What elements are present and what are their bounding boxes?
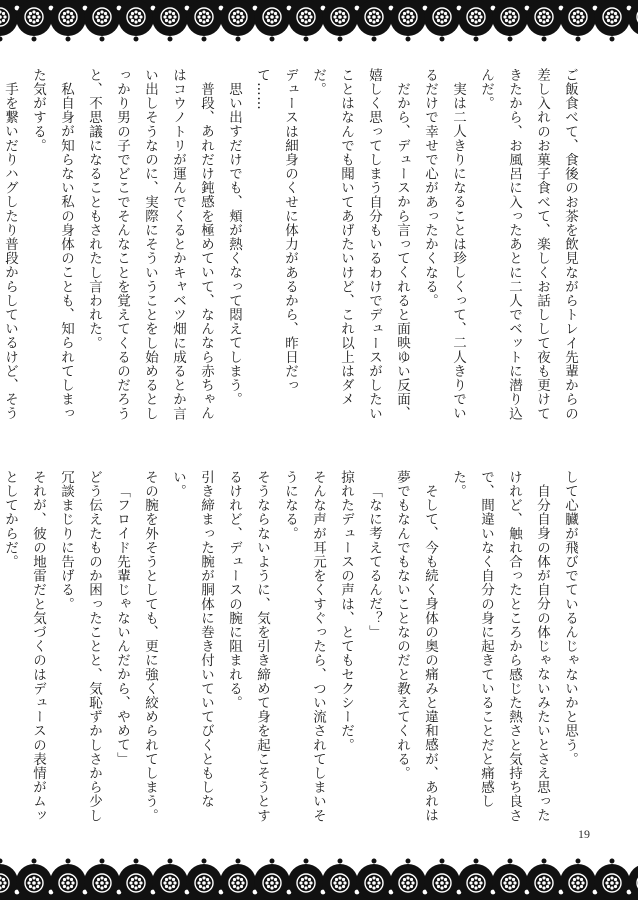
- paragraph: 実は二人きりになることは珍しくって、二人きりでいるだけで幸せで心があったかくなる。: [422, 68, 466, 420]
- paragraph: 掠れたデュースの声は、とてもセクシーだ。: [338, 470, 354, 752]
- paragraph: 普段、あれだけ鈍感を極めていて、なんなら赤ちゃんはコウノトリが運んでくるとかキャベツ畑に成るとか言い出しそうなのに、実際にそういうことをし始めるとしっかり男の子でどこでそんなことを覚えてくるのだろうと、不思議になることもされたし言われた。: [86, 68, 214, 421]
- paragraph: 「フロイド先輩じゃないんだから、やめて」: [114, 483, 130, 766]
- paragraph: 「なに考えてるんだ？」: [366, 483, 382, 639]
- paragraph: 手を繋いだりハグしたり普段からしているけど、そう: [2, 81, 18, 420]
- paragraph: 私自身が知らない私の身体のことも、知られてしまった気がする。: [30, 68, 74, 420]
- paragraph: それが、彼の地雷だと気づくのはデュースの表情がムッとしてからだ。: [2, 470, 46, 823]
- paragraph: して心臓が飛びでているんじゃないかと思う。: [562, 470, 578, 767]
- text-block-lower: [2, 470, 584, 830]
- page-number: 19: [578, 827, 590, 841]
- lace-border-bottom: [0, 854, 638, 900]
- lace-border-top: [0, 0, 638, 46]
- paragraph: そうならないように、気を引き締めて身を起こそうとするけれど、デュースの腕に阻まれる。: [226, 470, 270, 823]
- paragraph: ご飯食べて、食後のお茶を飲見ながらトレイ先輩からの差し入れのお菓子食べて、楽しくお話しして夜も更けてきたから、お風呂に入ったあとに二人でベットに潜り込んだ。: [478, 68, 578, 421]
- paragraph: 自分自身の体が自分の体じゃないみたいとさえ思ったけれど、触れ合ったところから感じた熱さと気持ち良さで、間違いなく自分の身に起きていることだと痛感した。: [450, 470, 550, 823]
- paragraph: 引き締まった腕が胴体に巻き付いていてびくともしない。: [170, 470, 214, 809]
- paragraph: デュースは細身のくせに体力があるから、昨日だって……: [254, 68, 298, 393]
- paragraph: 思い出すだけでも、頬が熱くなって悶えてしまう。: [226, 81, 242, 406]
- paragraph: そんな声が耳元をくすぐったら、つい流されてしまいそうになる。: [282, 470, 326, 823]
- paragraph: どう伝えたものか困ったことと、気恥ずかしさから少し冗談まじりに告げる。: [58, 470, 102, 823]
- paragraph: その腕を外そうとしても、更に強く絞められてしまう。: [142, 470, 158, 823]
- text-block-upper: [2, 68, 584, 428]
- paragraph: そして、今も続く身体の奥の痛みと違和感が、あれは夢でもなんでもないことなのだと教えてくれる。: [394, 470, 438, 822]
- paragraph: だから、デュースから言ってくれると面映ゆい反面、嬉しく思ってしまう自分もいるわけでデュースがしたいことはなんでも聞いてあげたいけど、これ以上はダメだ。: [310, 68, 410, 421]
